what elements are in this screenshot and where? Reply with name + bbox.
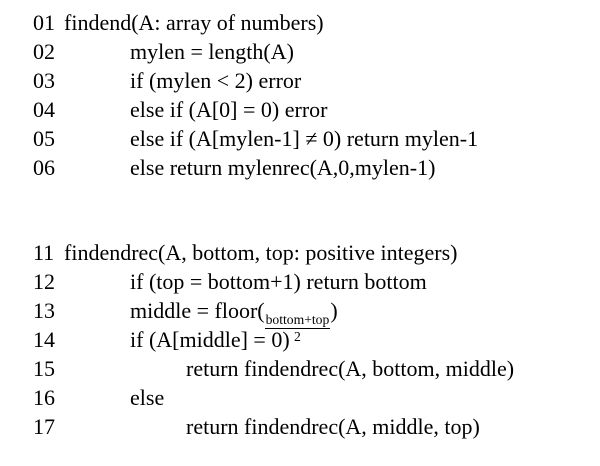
line-number: 11 — [33, 240, 55, 265]
line-number: 01 — [33, 10, 55, 35]
code-line — [33, 124, 600, 153]
code-line — [33, 412, 600, 441]
code-text: if (top = bottom+1) return bottom — [130, 269, 427, 294]
code-text: findendrec(A, bottom, top: positive integers) — [64, 240, 458, 265]
line-number: 15 — [33, 356, 55, 381]
line-number: 05 — [33, 126, 55, 151]
code-line — [33, 95, 600, 124]
code-text: mylen = length(A) — [130, 39, 294, 64]
fraction-denominator: 2 — [294, 328, 301, 344]
code-text: else if (A[mylen-1] ≠ 0) return mylen-1 — [130, 126, 479, 151]
code-line — [33, 267, 600, 296]
line-number: 14 — [33, 327, 55, 352]
line-number: 06 — [33, 155, 55, 180]
code-text: else — [130, 385, 165, 410]
code-text: return findendrec(A, middle, top) — [186, 414, 480, 439]
code-line — [33, 153, 600, 182]
code-line — [33, 37, 600, 66]
code-text: if (A[middle] = 0) — [130, 327, 290, 352]
line-number: 17 — [33, 414, 55, 439]
line-number: 12 — [33, 269, 55, 294]
code-text-after: ) — [330, 298, 338, 323]
line-number: 13 — [33, 298, 55, 323]
code-text: else if (A[0] = 0) error — [130, 97, 328, 122]
line-number: 03 — [33, 68, 55, 93]
line-number: 16 — [33, 385, 55, 410]
code-line — [33, 8, 600, 37]
code-block-findend — [33, 8, 600, 182]
code-text: return findendrec(A, bottom, middle) — [186, 356, 515, 381]
code-block-findendrec — [33, 238, 600, 441]
code-line — [33, 66, 600, 95]
code-text: else return mylenrec(A,0,mylen-1) — [130, 155, 436, 180]
code-text: findend(A: array of numbers) — [64, 10, 324, 35]
fraction-numerator: bottom+top — [265, 312, 330, 328]
code-line — [33, 354, 600, 383]
code-line — [33, 383, 600, 412]
line-number: 04 — [33, 97, 55, 122]
code-text-before: middle = floor( — [130, 298, 265, 323]
line-number: 02 — [33, 39, 55, 64]
code-text: if (mylen < 2) error — [130, 68, 302, 93]
code-line — [33, 238, 600, 267]
